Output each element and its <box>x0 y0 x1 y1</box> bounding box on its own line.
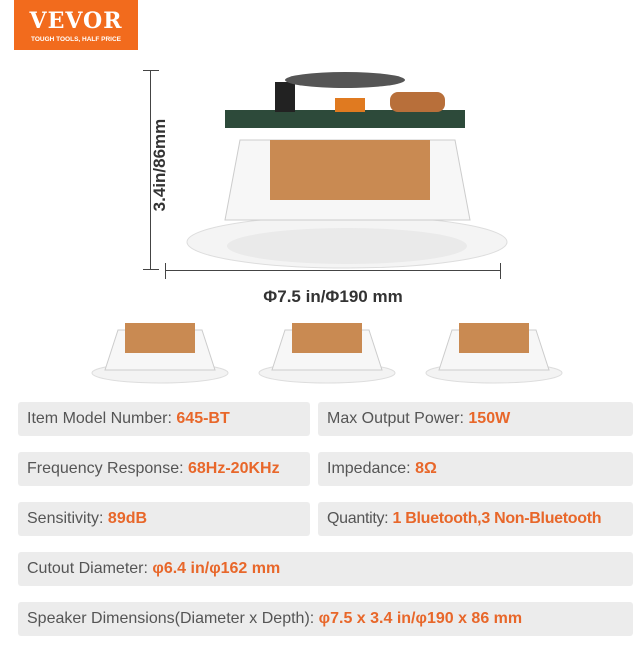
spec-label: Sensitivity: <box>27 510 108 527</box>
speaker-main-image <box>185 70 510 270</box>
spec-label: Frequency Response: <box>27 460 188 477</box>
spec-cutout-diameter <box>18 552 633 586</box>
spec-label: Max Output Power: <box>327 410 469 427</box>
logo-tagline: TOUGH TOOLS, HALF PRICE <box>30 36 122 43</box>
spec-impedance <box>318 452 633 486</box>
spec-label: Speaker Dimensions(Diameter x Depth): <box>27 610 319 627</box>
diameter-label: Φ7.5 in/Φ190 mm <box>263 287 403 306</box>
spec-model-number <box>18 402 310 436</box>
spec-value: 645-BT <box>176 410 230 427</box>
spec-value: 1 Bluetooth,3 Non-Bluetooth <box>392 510 602 527</box>
spec-label: Quantity: <box>327 510 393 527</box>
spec-sensitivity <box>18 502 310 536</box>
spec-value: 89dB <box>107 510 148 527</box>
spec-quantity <box>318 502 633 536</box>
spec-value: φ7.5 x 3.4 in/φ190 x 86 mm <box>318 610 523 627</box>
spec-value: 68Hz-20KHz <box>187 460 280 477</box>
spec-max-output-power <box>318 402 633 436</box>
height-label: 3.4in/86mm <box>150 118 169 212</box>
spec-label: Impedance: <box>327 460 416 477</box>
logo-brand: VEVOR <box>29 8 123 34</box>
speaker-thumbnail-1 <box>90 315 230 385</box>
speaker-thumbnail-2 <box>257 315 397 385</box>
spec-label: Item Model Number: <box>27 410 177 427</box>
spec-value: φ6.4 in/φ162 mm <box>152 560 281 577</box>
spec-speaker-dimensions <box>18 602 633 636</box>
speaker-thumbnail-3 <box>424 315 564 385</box>
spec-value: 150W <box>468 410 511 427</box>
vevor-logo <box>14 0 138 50</box>
spec-value: 8Ω <box>415 460 437 477</box>
spec-frequency-response <box>18 452 310 486</box>
spec-label: Cutout Diameter: <box>27 560 153 577</box>
diameter-dimension-line <box>165 270 501 280</box>
